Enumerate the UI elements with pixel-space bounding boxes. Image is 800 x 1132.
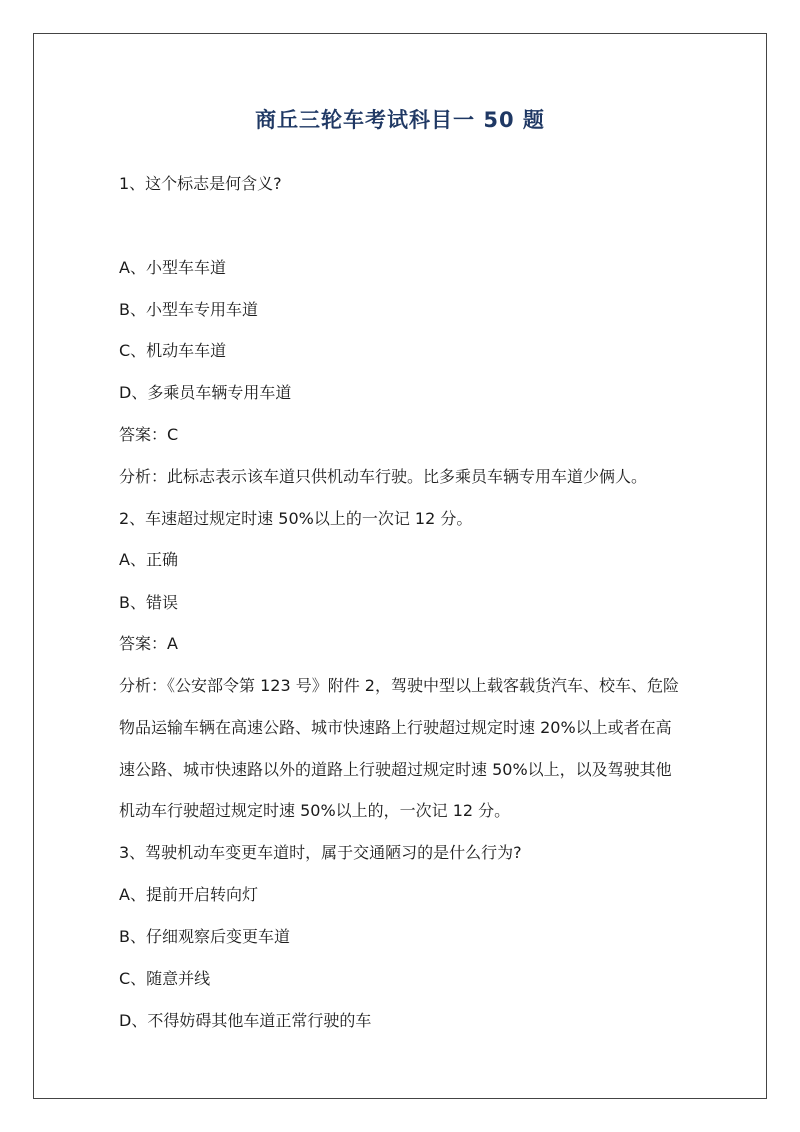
q2-option-b: B、错误 (119, 593, 178, 612)
question-3-text: 3、驾驶机动车变更车道时，属于交通陋习的是什么行为? (119, 843, 522, 862)
q3-option-a: A、提前开启转向灯 (119, 885, 258, 904)
q3-option-c: C、随意并线 (119, 969, 211, 988)
document-title: 商丘三轮车考试科目一 50 题 (255, 108, 545, 132)
q2-analysis-line-2: 物品运输车辆在高速公路、城市快速路上行驶超过规定时速 20%以上或者在高 (119, 718, 672, 737)
q1-option-b: B、小型车专用车道 (119, 300, 258, 319)
q1-answer: 答案：C (119, 425, 179, 444)
q1-option-d: D、多乘员车辆专用车道 (119, 383, 292, 402)
q1-analysis: 分析：此标志表示该车道只供机动车行驶。比多乘员车辆专用车道少俩人。 (119, 467, 648, 486)
question-2-text: 2、车速超过规定时速 50%以上的一次记 12 分。 (119, 509, 473, 528)
q2-option-a: A、正确 (119, 550, 178, 569)
q3-option-b: B、仔细观察后变更车道 (119, 927, 290, 946)
q1-option-a: A、小型车车道 (119, 258, 226, 277)
q2-analysis-line-4: 机动车行驶超过规定时速 50%以上的，一次记 12 分。 (119, 801, 511, 820)
q2-answer: 答案：A (119, 634, 178, 653)
q3-option-d: D、不得妨碍其他车道正常行驶的车 (119, 1011, 372, 1030)
q2-analysis-line-3: 速公路、城市快速路以外的道路上行驶超过规定时速 50%以上，以及驾驶其他 (119, 760, 672, 779)
q2-analysis-line-1: 分析：《公安部令第 123 号》附件 2，驾驶中型以上载客载货汽车、校车、危险 (119, 676, 679, 695)
question-1-text: 1、这个标志是何含义? (119, 174, 282, 193)
q1-option-c: C、机动车车道 (119, 341, 227, 360)
